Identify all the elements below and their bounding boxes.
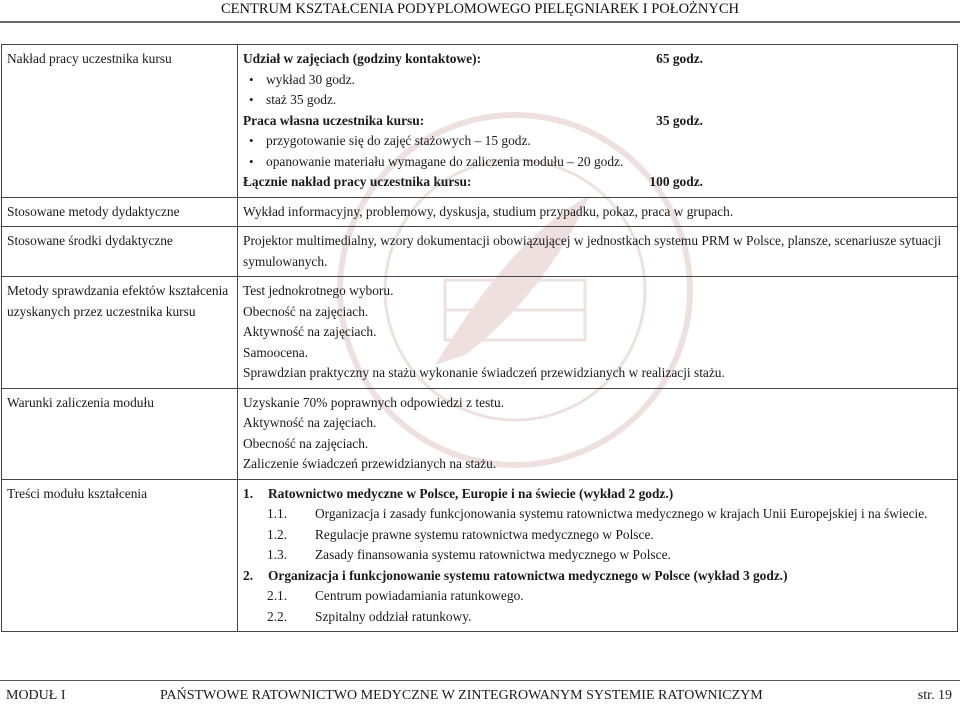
- list-item: Zaliczenie świadczeń przewidzianych na stażu.: [243, 456, 497, 471]
- list-item: • opanowanie materiału wymagane do zaliczenia modułu – 20 godz.: [266, 152, 951, 173]
- section-heading: [243, 566, 951, 587]
- participation-label: Udział w zajęciach (godziny kontaktowe):: [243, 51, 482, 66]
- self-work-label: Praca własna uczestnika kursu:: [243, 112, 425, 128]
- section-title: Organizacja i funkcjonowanie systemu ratownictwa medycznego w Polsce (wykład 3 godz.): [268, 567, 788, 583]
- content-means: Projektor multimedialny, wzory dokumentacji obowiązującej w jednostkach systemu PRM w Polsce, plansze, scenariusze sytuacji symulowanych.: [238, 227, 958, 277]
- subsection-item: [243, 545, 951, 566]
- row-verification: [2, 277, 958, 389]
- header-divider: [0, 21, 960, 23]
- row-contents: [2, 479, 958, 632]
- self-work-line: [243, 111, 703, 132]
- subsection-number: 1.2.: [267, 526, 288, 542]
- module-details-table: [1, 44, 958, 632]
- page-header: [0, 0, 960, 18]
- subsection-number: 2.2.: [267, 608, 288, 624]
- subsection-text: Szpitalny oddział ratunkowy.: [315, 608, 472, 624]
- content-contents: [238, 479, 958, 632]
- total-label: Łącznie nakład pracy uczestnika kursu:: [243, 174, 472, 189]
- row-conditions: [2, 388, 958, 479]
- list-item: Aktywność na zajęciach.: [243, 324, 377, 339]
- self-work-list: [243, 131, 951, 172]
- subsection-number: 2.1.: [267, 588, 288, 603]
- subsection-number: 1.3.: [267, 547, 288, 562]
- content-conditions: [238, 388, 958, 479]
- row-means: [2, 227, 958, 277]
- total-value: 100 godz.: [649, 174, 703, 189]
- subsection-text: Centrum powiadamiania ratunkowego.: [315, 588, 524, 603]
- subsection-text: Regulacje prawne systemu ratownictwa medycznego w Polsce.: [315, 526, 654, 542]
- section-number: 2.: [243, 567, 254, 583]
- list-item: Sprawdzian praktyczny na stażu wykonanie świadczeń przewidzianych w realizacji stażu.: [243, 365, 725, 380]
- content-workload: [238, 45, 958, 198]
- participation-list: [243, 70, 951, 111]
- section-heading: [243, 484, 951, 505]
- page-footer: [0, 680, 960, 705]
- label-methods: Stosowane metody dydaktyczne: [2, 197, 238, 227]
- list-item: Obecność na zajęciach.: [243, 435, 369, 451]
- label-contents: Treści modułu kształcenia: [2, 479, 238, 632]
- subsection-text: Zasady finansowania systemu ratownictwa medycznego w Polsce.: [315, 547, 671, 562]
- label-verification: Metody sprawdzania efektów kształcenia uzyskanych przez uczestnika kursu: [2, 277, 238, 389]
- list-item: Obecność na zajęciach.: [243, 303, 369, 319]
- row-workload: [2, 45, 958, 198]
- list-item: • przygotowanie się do zajęć stażowych – 15 godz.: [266, 131, 951, 152]
- label-conditions: Warunki zaliczenia modułu: [2, 388, 238, 479]
- label-means: Stosowane środki dydaktyczne: [2, 227, 238, 277]
- total-line: [243, 172, 703, 193]
- footer-title: PAŃSTWOWE RATOWNICTWO MEDYCZNE W ZINTEGROWANYM SYSTEMIE RATOWNICZYM: [160, 688, 763, 703]
- row-methods: [2, 197, 958, 227]
- subsection-item: [243, 525, 951, 546]
- content-verification: [238, 277, 958, 389]
- list-item: Test jednokrotnego wyboru.: [243, 283, 394, 298]
- list-item: Aktywność na zajęciach.: [243, 415, 377, 430]
- label-workload: Nakład pracy uczestnika kursu: [2, 45, 238, 198]
- content-methods: Wykład informacyjny, problemowy, dyskusja, studium przypadku, pokaz, praca w grupach.: [238, 197, 958, 227]
- section-title: Ratownictwo medyczne w Polsce, Europie i na świecie (wykład 2 godz.): [268, 485, 674, 501]
- participation-line: [243, 49, 703, 70]
- subsection-item: [243, 586, 951, 607]
- self-work-value: 35 godz.: [656, 112, 703, 128]
- list-item: Uzyskanie 70% poprawnych odpowiedzi z testu.: [243, 394, 505, 410]
- list-item: • wykład 30 godz.: [266, 70, 951, 91]
- subsection-text: Organizacja i zasady funkcjonowania systemu ratownictwa medycznego w krajach Unii Europejskiej i na świecie.: [315, 506, 928, 521]
- header-title: CENTRUM KSZTAŁCENIA PODYPLOMOWEGO PIELĘGNIAREK I POŁOŻNYCH: [221, 1, 739, 17]
- list-item: • staż 35 godz.: [266, 90, 951, 111]
- subsection-number: 1.1.: [267, 506, 288, 521]
- subsection-item: [243, 607, 951, 628]
- participation-value: 65 godz.: [656, 51, 703, 66]
- section-number: 1.: [243, 485, 254, 501]
- page-number: str. 19: [917, 688, 952, 703]
- list-item: Samoocena.: [243, 344, 309, 360]
- footer-module: MODUŁ I: [6, 688, 66, 703]
- subsection-item: [243, 504, 951, 525]
